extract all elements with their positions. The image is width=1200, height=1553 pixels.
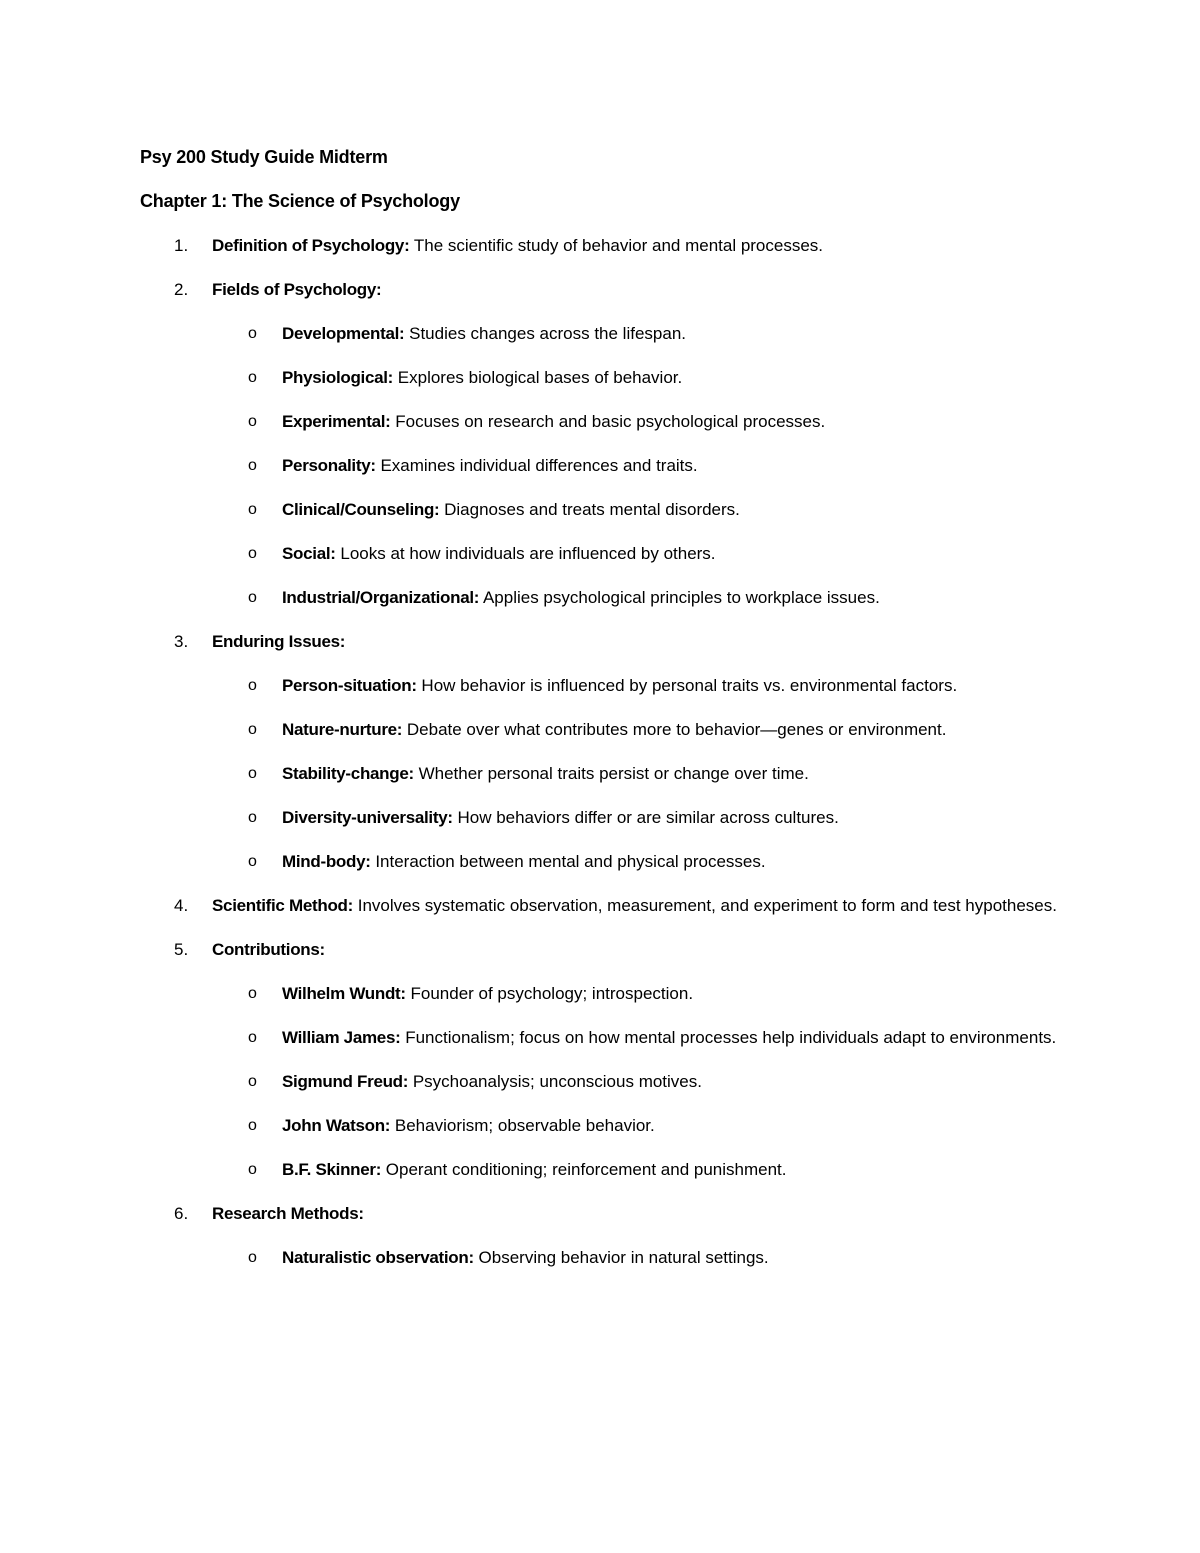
sub-item-description: Studies changes across the lifespan. bbox=[404, 324, 687, 343]
bullet-icon: o bbox=[248, 677, 257, 694]
bullet-icon: o bbox=[248, 1029, 257, 1046]
bullet-icon: o bbox=[248, 545, 257, 562]
bullet-icon: o bbox=[248, 325, 257, 342]
sub-item-description: Observing behavior in natural settings. bbox=[473, 1248, 769, 1267]
sub-item-term: Stability-change: bbox=[282, 764, 414, 783]
bullet-icon: o bbox=[248, 369, 257, 386]
outline-list bbox=[140, 231, 1060, 1272]
outline-item bbox=[140, 231, 1060, 260]
sub-item bbox=[140, 1067, 1060, 1096]
sub-item-description: Interaction between mental and physical processes. bbox=[370, 852, 766, 871]
sub-item-term: Sigmund Freud: bbox=[282, 1072, 409, 1091]
sub-item-description: Founder of psychology; introspection. bbox=[405, 984, 694, 1003]
sub-item-description: Psychoanalysis; unconscious motives. bbox=[408, 1072, 702, 1091]
sub-item-term: Experimental: bbox=[282, 412, 391, 431]
sub-item bbox=[140, 671, 1060, 700]
bullet-icon: o bbox=[248, 1117, 257, 1134]
chapter-heading: Chapter 1: The Science of Psychology bbox=[140, 191, 460, 211]
bullet-icon: o bbox=[248, 457, 257, 474]
outline-item bbox=[140, 935, 1060, 1184]
sub-item bbox=[140, 1111, 1060, 1140]
item-number: 3. bbox=[174, 632, 189, 651]
sub-item-term: Clinical/Counseling: bbox=[282, 500, 440, 519]
item-number: 1. bbox=[174, 236, 189, 255]
outline-item bbox=[140, 275, 1060, 612]
sub-item-description: Debate over what contributes more to behavior—genes or environment. bbox=[402, 720, 947, 739]
sub-item-term: Industrial/Organizational: bbox=[282, 588, 480, 607]
outline-item bbox=[140, 891, 1060, 920]
sub-item-description: Operant conditioning; reinforcement and punishment. bbox=[381, 1160, 787, 1179]
sub-item bbox=[140, 407, 1060, 436]
sub-item bbox=[140, 583, 1060, 612]
outline-item bbox=[140, 1199, 1060, 1272]
sub-item-term: Nature-nurture: bbox=[282, 720, 403, 739]
sub-list bbox=[212, 979, 1060, 1184]
item-term: Fields of Psychology: bbox=[212, 280, 382, 299]
sub-item-description: Whether personal traits persist or change over time. bbox=[413, 764, 809, 783]
sub-item bbox=[140, 1023, 1060, 1052]
sub-item bbox=[140, 1155, 1060, 1184]
bullet-icon: o bbox=[248, 413, 257, 430]
sub-item bbox=[140, 979, 1060, 1008]
sub-item-term: Naturalistic observation: bbox=[282, 1248, 474, 1267]
sub-item-description: How behaviors differ or are similar across cultures. bbox=[452, 808, 839, 827]
sub-item-term: B.F. Skinner: bbox=[282, 1160, 382, 1179]
sub-item bbox=[140, 539, 1060, 568]
sub-item bbox=[140, 495, 1060, 524]
sub-item-description: Explores biological bases of behavior. bbox=[393, 368, 683, 387]
sub-item-term: John Watson: bbox=[282, 1116, 391, 1135]
item-description: The scientific study of behavior and mental processes. bbox=[409, 236, 824, 255]
sub-item-term: Mind-body: bbox=[282, 852, 371, 871]
item-number: 2. bbox=[174, 280, 189, 299]
sub-item-description: Functionalism; focus on how mental processes help individuals adapt to environments. bbox=[400, 1028, 1057, 1047]
sub-item-description: Behaviorism; observable behavior. bbox=[390, 1116, 655, 1135]
item-term: Research Methods: bbox=[212, 1204, 364, 1223]
sub-item bbox=[140, 803, 1060, 832]
sub-item-term: Diversity-universality: bbox=[282, 808, 453, 827]
sub-item bbox=[140, 715, 1060, 744]
sub-item-term: Wilhelm Wundt: bbox=[282, 984, 406, 1003]
sub-item bbox=[140, 451, 1060, 480]
outline-item bbox=[140, 627, 1060, 876]
sub-item bbox=[140, 1243, 1060, 1272]
sub-item-description: Diagnoses and treats mental disorders. bbox=[439, 500, 740, 519]
bullet-icon: o bbox=[248, 853, 257, 870]
sub-item-term: Personality: bbox=[282, 456, 376, 475]
sub-item-term: Social: bbox=[282, 544, 336, 563]
sub-item bbox=[140, 759, 1060, 788]
sub-item bbox=[140, 847, 1060, 876]
bullet-icon: o bbox=[248, 985, 257, 1002]
sub-item-term: Person-situation: bbox=[282, 676, 417, 695]
bullet-icon: o bbox=[248, 1249, 257, 1266]
sub-item-description: Looks at how individuals are influenced by others. bbox=[335, 544, 716, 563]
item-number: 6. bbox=[174, 1204, 189, 1223]
sub-item-term: Developmental: bbox=[282, 324, 405, 343]
item-description: Involves systematic observation, measurement, and experiment to form and test hypotheses. bbox=[353, 896, 1057, 915]
item-term: Enduring Issues: bbox=[212, 632, 346, 651]
document-title: Psy 200 Study Guide Midterm bbox=[140, 147, 388, 167]
sub-item-term: Physiological: bbox=[282, 368, 394, 387]
document-page bbox=[140, 143, 1060, 1272]
bullet-icon: o bbox=[248, 501, 257, 518]
bullet-icon: o bbox=[248, 589, 257, 606]
sub-item-description: How behavior is influenced by personal traits vs. environmental factors. bbox=[416, 676, 958, 695]
item-term: Definition of Psychology: bbox=[212, 236, 410, 255]
item-term: Scientific Method: bbox=[212, 896, 353, 915]
sub-item bbox=[140, 363, 1060, 392]
sub-item-description: Focuses on research and basic psychological processes. bbox=[390, 412, 826, 431]
sub-item-term: William James: bbox=[282, 1028, 401, 1047]
bullet-icon: o bbox=[248, 809, 257, 826]
sub-list bbox=[212, 319, 1060, 612]
bullet-icon: o bbox=[248, 1073, 257, 1090]
sub-item-description: Examines individual differences and traits. bbox=[375, 456, 698, 475]
sub-item-description: Applies psychological principles to workplace issues. bbox=[479, 588, 880, 607]
bullet-icon: o bbox=[248, 721, 257, 738]
bullet-icon: o bbox=[248, 765, 257, 782]
bullet-icon: o bbox=[248, 1161, 257, 1178]
sub-list bbox=[212, 1243, 1060, 1272]
sub-list bbox=[212, 671, 1060, 876]
item-term: Contributions: bbox=[212, 940, 325, 959]
sub-item bbox=[140, 319, 1060, 348]
item-number: 4. bbox=[174, 896, 189, 915]
item-number: 5. bbox=[174, 940, 189, 959]
